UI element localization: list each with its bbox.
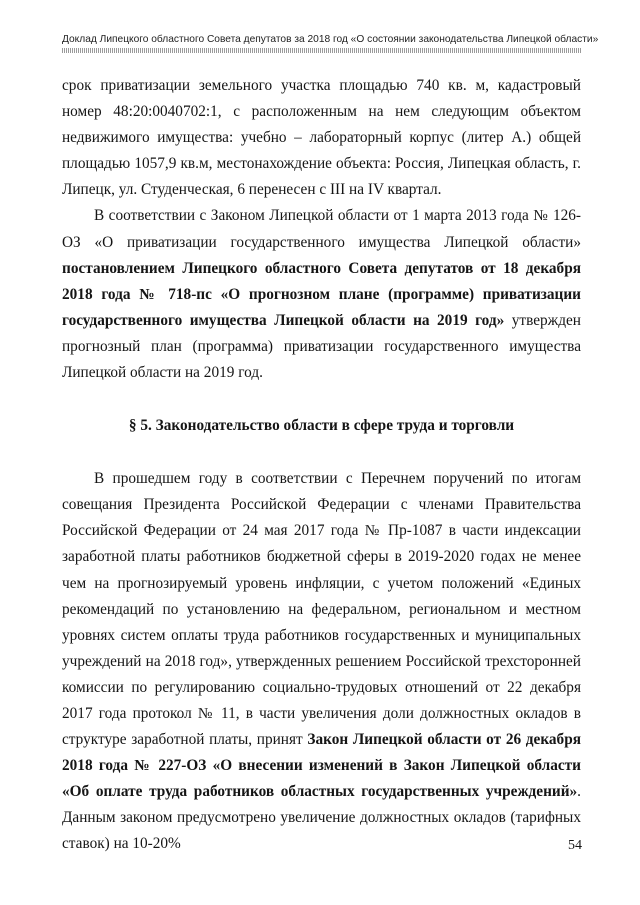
paragraph-3-text-end: . Данным законом предусмотрено увеличение должностных окладов (тарифных ставок) на 10-20% xyxy=(62,783,581,853)
section-heading: § 5. Законодательство области в сфере труда и торговли xyxy=(128,417,515,435)
paragraph-3 xyxy=(62,466,581,857)
paragraph-1: срок приватизации земельного участка площадью 740 кв. м, кадастровый номер 48:20:0040702:1, с расположенным на нем следующим объектом недвижимого имущества: учебно – лабораторный корпус (литер А.) общей площадью 1057,9 кв.м, местонахождение объекта: Россия, Липецкая область, г. Липецк, ул. Студенческая, 6 перенесен с III на IV квартал. xyxy=(62,77,581,199)
running-header: Доклад Липецкого областного Совета депутатов за 2018 год «О состоянии законодательства Липецкой области» xyxy=(62,34,599,45)
document-body xyxy=(62,73,581,858)
header-rule xyxy=(62,48,582,53)
paragraph-3-text-start: В прошедшем году в соответствии с Перечнем поручений по итогам совещания Президента Российской Федерации с членами Правительства Российской Федерации от 24 мая 2017 года № Пр-1087 в части индексации заработной платы работников бюджетной сферы в 2019-2020 годах не менее чем на прогнозируемый уровень инфляции, с учетом положений «Единых рекомендаций по установлению на федеральном, региональном и местном уровнях систем оплаты труда работников государственных и муниципальных учреждений на 2018 год», утвержденных решением Российской трехсторонней комиссии по регулированию социально-трудовых отношений от 22 декабря 2017 года протокол № 11, в части увеличения доли должностных окладов в структуре заработной платы, принят xyxy=(62,470,581,749)
resolution-reference: постановлением Липецкого областного Совета депутатов от 18 декабря 2018 года № 718-пс «О прогнозном плане (программе) приватизации государственного имущества Липецкой области на 2019 год» xyxy=(62,259,581,329)
paragraph-2-text-end: утвержден прогнозный план (программа) приватизации государственного имущества Липецкой области на 2019 год. xyxy=(62,311,581,382)
paragraph-2 xyxy=(62,203,581,386)
law-reference: Закон Липецкой области от 26 декабря 2018 года № 227-ОЗ «О внесении изменений в Закон Липецкой области «Об оплате труда работников областных государственных учреждений» xyxy=(62,731,581,801)
page-number: 54 xyxy=(568,838,582,853)
paragraph-2-text-start: В соответствии с Законом Липецкой области от 1 марта 2013 года № 126-ОЗ «О приватизации государственного имущества Липецкой области» xyxy=(62,207,581,251)
